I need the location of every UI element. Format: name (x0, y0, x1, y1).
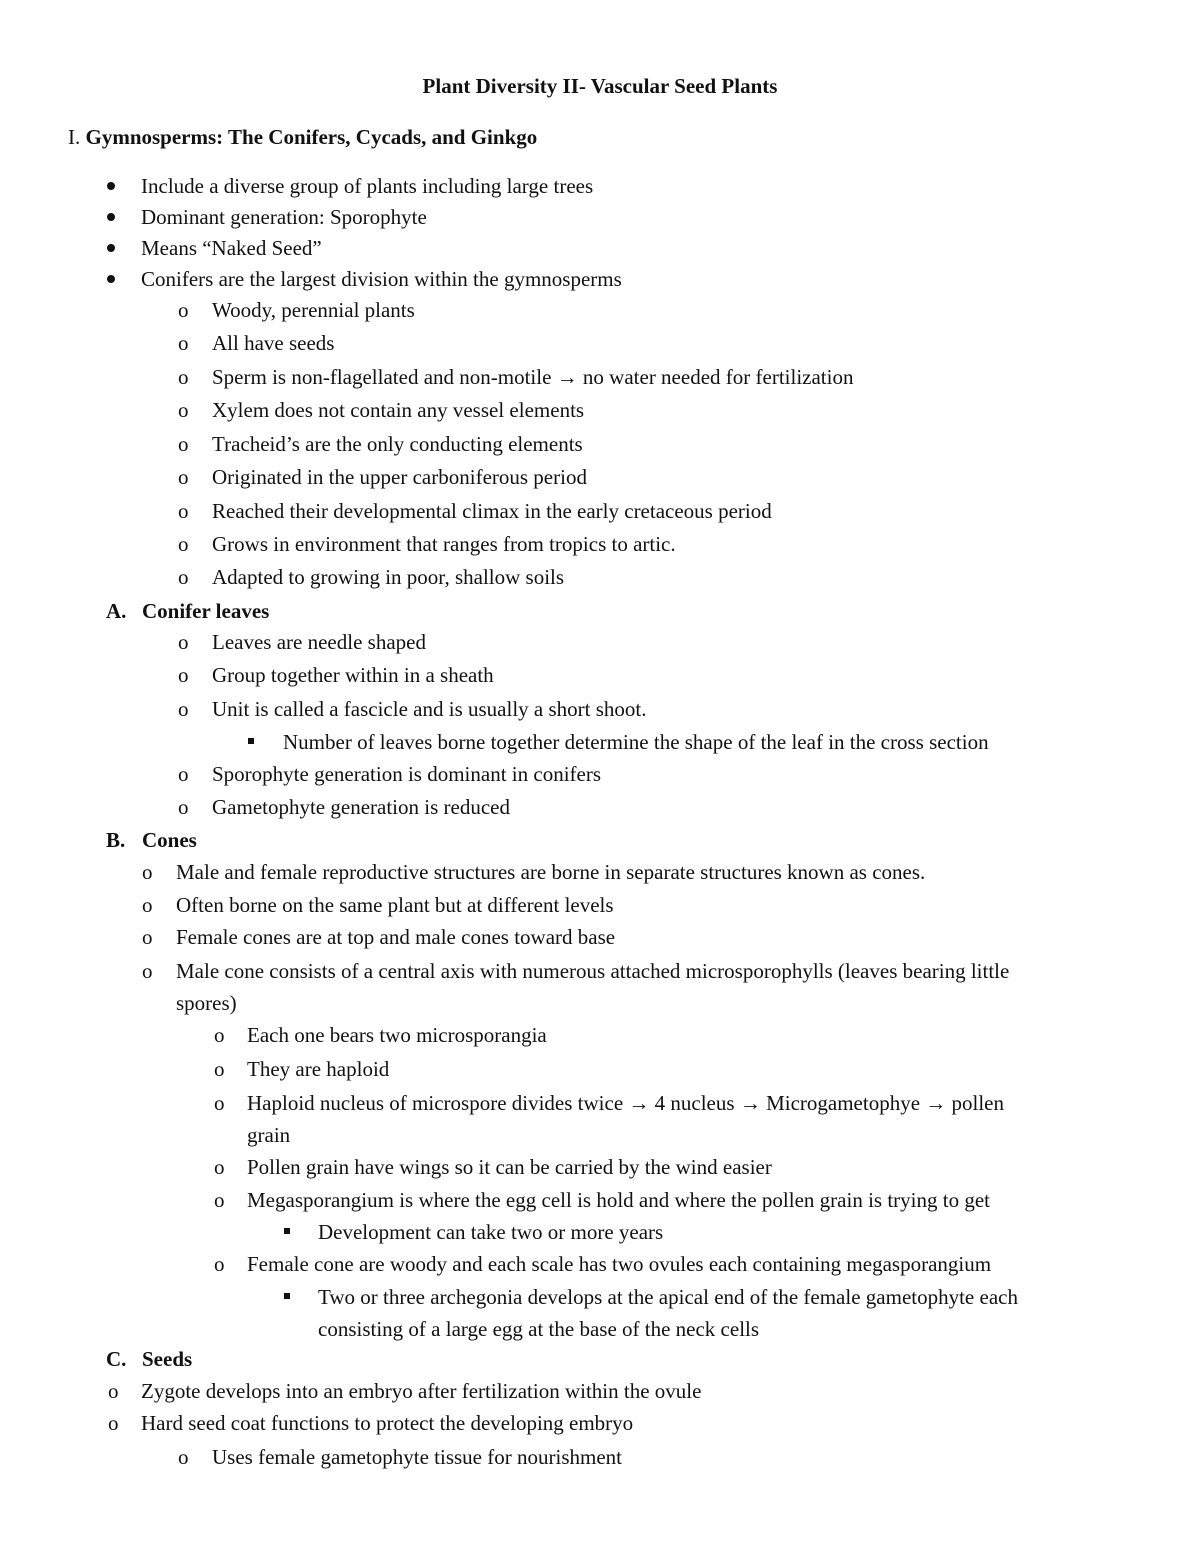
list-item: Group together within in a sheath (212, 663, 494, 687)
list-item: Adapted to growing in poor, shallow soils (212, 565, 565, 589)
square-bullet-icon (284, 1293, 290, 1299)
list-item: Two or three archegonia develops at the apical end of the female gametophyte each (318, 1285, 1018, 1309)
circle-bullet-icon: o (178, 663, 189, 687)
list-item: Pollen grain have wings so it can be carried by the wind easier (247, 1155, 772, 1179)
list-item: Grows in environment that ranges from tropics to artic. (212, 532, 676, 556)
circle-bullet-icon: o (142, 860, 153, 884)
arrow-right-icon: → (556, 365, 578, 389)
circle-bullet-icon: o (178, 697, 189, 721)
list-item: Development can take two or more years (318, 1220, 664, 1244)
list-item (212, 362, 853, 392)
circle-bullet-icon: o (214, 1252, 225, 1276)
list-item: Xylem does not contain any vessel elements (212, 398, 585, 422)
square-bullet-icon (248, 738, 254, 744)
list-item: Female cone are woody and each scale has two ovules each containing megasporangium (247, 1252, 992, 1276)
subsection-heading (106, 825, 197, 855)
circle-bullet-icon: o (142, 925, 153, 949)
circle-bullet-icon: o (178, 398, 189, 422)
circle-bullet-icon: o (178, 532, 189, 556)
list-item: Number of leaves borne together determine the shape of the leaf in the cross section (283, 730, 989, 754)
section-heading (68, 122, 537, 152)
list-item-text: 4 nucleus (654, 1091, 735, 1115)
list-item: Male cone consists of a central axis with numerous attached microsporophylls (leaves bearing little (176, 959, 1010, 983)
circle-bullet-icon: o (178, 762, 189, 786)
page-title: Plant Diversity II- Vascular Seed Plants (422, 74, 778, 98)
circle-bullet-icon: o (178, 795, 189, 819)
list-item: Female cones are at top and male cones toward base (176, 925, 616, 949)
list-item: Zygote develops into an embryo after fertilization within the ovule (141, 1379, 702, 1403)
list-item-continuation: consisting of a large egg at the base of the neck cells (318, 1317, 760, 1341)
arrow-right-icon: → (925, 1091, 947, 1115)
bullet-dot-icon (107, 213, 115, 221)
list-item: Woody, perennial plants (212, 298, 415, 322)
circle-bullet-icon: o (178, 331, 189, 355)
subsection-letter: B. (106, 828, 126, 852)
list-item (247, 1088, 1004, 1118)
list-item: All have seeds (212, 331, 335, 355)
list-item: Leaves are needle shaped (212, 630, 426, 654)
circle-bullet-icon: o (178, 365, 189, 389)
subsection-title: Seeds (142, 1347, 193, 1371)
circle-bullet-icon: o (178, 499, 189, 523)
list-item: Sporophyte generation is dominant in conifers (212, 762, 602, 786)
circle-bullet-icon: o (142, 893, 153, 917)
circle-bullet-icon: o (178, 565, 189, 589)
list-item-continuation: spores) (176, 991, 237, 1015)
subsection-letter: C. (106, 1347, 127, 1371)
circle-bullet-icon: o (178, 465, 189, 489)
list-item-text: pollen (951, 1091, 1005, 1115)
list-item: Unit is called a fascicle and is usually a short shoot. (212, 697, 647, 721)
subsection-title: Conifer leaves (142, 599, 270, 623)
subsection-title: Cones (142, 828, 197, 852)
subsection-heading (106, 1344, 193, 1374)
list-item: Include a diverse group of plants including large trees (141, 174, 594, 198)
circle-bullet-icon: o (214, 1091, 225, 1115)
bullet-dot-icon (107, 275, 115, 283)
circle-bullet-icon: o (178, 432, 189, 456)
list-item: Tracheid’s are the only conducting elements (212, 432, 583, 456)
circle-bullet-icon: o (178, 298, 189, 322)
circle-bullet-icon: o (178, 630, 189, 654)
subsection-letter: A. (106, 599, 127, 623)
list-item: They are haploid (247, 1057, 390, 1081)
arrow-right-icon: → (628, 1091, 650, 1115)
section-numeral: I. (68, 125, 81, 149)
list-item: Each one bears two microsporangia (247, 1023, 547, 1047)
section-title: Gymnosperms: The Conifers, Cycads, and Ginkgo (85, 125, 538, 149)
arrow-right-icon: → (739, 1091, 761, 1115)
list-item-text: no water needed for fertilization (582, 365, 854, 389)
list-item: Means “Naked Seed” (141, 236, 322, 260)
list-item-text: Haploid nucleus of microspore divides twice (247, 1091, 624, 1115)
list-item: Often borne on the same plant but at different levels (176, 893, 614, 917)
list-item: Originated in the upper carboniferous period (212, 465, 587, 489)
list-item-continuation: grain (247, 1123, 291, 1147)
list-item: Uses female gametophyte tissue for nourishment (212, 1445, 622, 1469)
list-item: Dominant generation: Sporophyte (141, 205, 427, 229)
square-bullet-icon (284, 1228, 290, 1234)
circle-bullet-icon: o (142, 959, 153, 983)
bullet-dot-icon (107, 244, 115, 252)
circle-bullet-icon: o (178, 1445, 189, 1469)
circle-bullet-icon: o (214, 1155, 225, 1179)
subsection-heading (106, 596, 270, 626)
list-item-text: Microgametophye (766, 1091, 921, 1115)
list-item-text: Sperm is non-flagellated and non-motile (212, 365, 552, 389)
list-item: Hard seed coat functions to protect the developing embryo (141, 1411, 634, 1435)
list-item: Gametophyte generation is reduced (212, 795, 510, 819)
list-item: Megasporangium is where the egg cell is hold and where the pollen grain is trying to get (247, 1188, 990, 1212)
list-item: Male and female reproductive structures are borne in separate structures known as cones. (176, 860, 926, 884)
bullet-dot-icon (107, 182, 115, 190)
circle-bullet-icon: o (214, 1023, 225, 1047)
list-item: Conifers are the largest division within the gymnosperms (141, 267, 622, 291)
circle-bullet-icon: o (108, 1379, 119, 1403)
circle-bullet-icon: o (214, 1188, 225, 1212)
circle-bullet-icon: o (108, 1411, 119, 1435)
circle-bullet-icon: o (214, 1057, 225, 1081)
list-item: Reached their developmental climax in the early cretaceous period (212, 499, 772, 523)
